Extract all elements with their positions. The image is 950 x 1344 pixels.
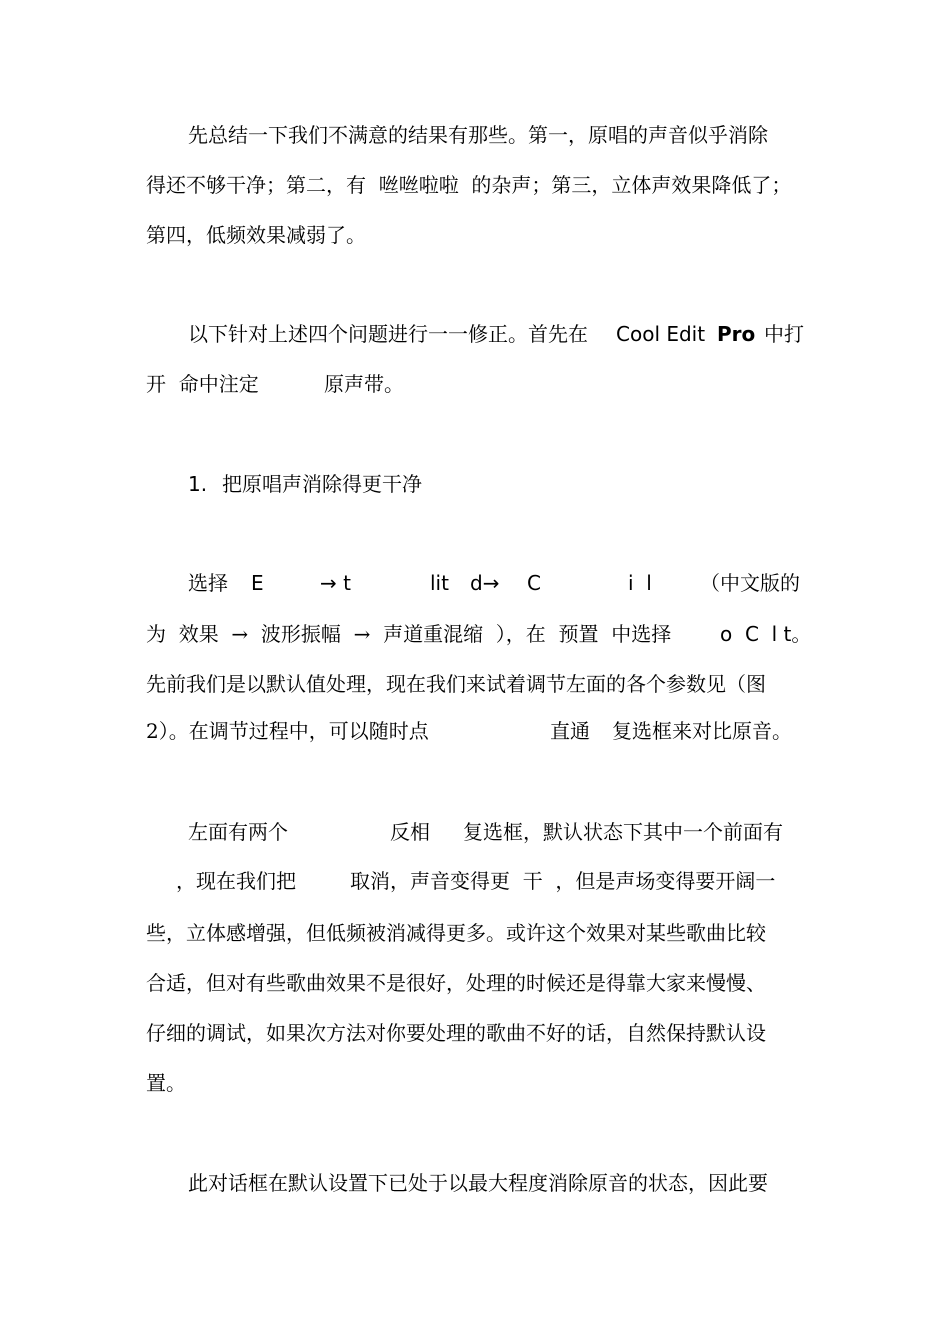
text: 直通 bbox=[550, 719, 590, 743]
text: （中文版的 bbox=[700, 571, 800, 595]
menu-fragment: C bbox=[527, 571, 541, 595]
text: 得还不够干净；第二，有 咝咝啦啦 的杂声；第三，立体声效果降低了； bbox=[146, 173, 792, 197]
paragraph-1-line-3 bbox=[0, 218, 950, 252]
preset-fragment: o C l t。 bbox=[720, 622, 812, 646]
text: 合适，但对有些歌曲效果不是很好，处理的时候还是得靠大家来慢慢、 bbox=[146, 971, 766, 995]
text: 些，立体感增强，但低频被消减得更多。或许这个效果对某些歌曲比较 bbox=[146, 921, 766, 945]
paragraph-4-line-1 bbox=[0, 815, 950, 849]
text: ，现在我们把 bbox=[176, 869, 296, 893]
paragraph-5-line-1 bbox=[0, 1166, 950, 1200]
text: 此对话框在默认设置下已处于以最大程度消除原音的状态，因此要 bbox=[188, 1171, 768, 1195]
paragraph-2-line-2 bbox=[0, 367, 950, 401]
text: 选择 bbox=[188, 571, 228, 595]
paragraph-3-line-1 bbox=[0, 566, 950, 600]
menu-fragment: → t bbox=[320, 571, 351, 595]
text: 开 命中注定 bbox=[146, 372, 259, 396]
paragraph-3-line-4 bbox=[0, 714, 950, 748]
section-heading bbox=[0, 467, 950, 501]
text: 复选框，默认状态下其中一个前面有 bbox=[463, 820, 783, 844]
text: 先前我们是以默认值处理，现在我们来试着调节左面的各个参数见（图 bbox=[146, 672, 766, 696]
text: 2）。在调节过程中，可以随时点 bbox=[146, 719, 429, 743]
paragraph-4-line-4 bbox=[0, 966, 950, 1000]
app-name-bold: Pro bbox=[717, 322, 756, 346]
paragraph-4-line-3 bbox=[0, 916, 950, 950]
paragraph-1-line-1 bbox=[0, 118, 950, 152]
paragraph-4-line-2 bbox=[0, 864, 950, 898]
paragraph-3-line-3 bbox=[0, 667, 950, 701]
menu-fragment: lit bbox=[430, 571, 449, 595]
text: 第四，低频效果减弱了。 bbox=[146, 223, 366, 247]
text: 原声带。 bbox=[324, 372, 404, 396]
text: 以下针对上述四个问题进行一一修正。首先在 bbox=[188, 322, 588, 346]
paragraph-3-line-2 bbox=[0, 617, 950, 651]
text: 先总结一下我们不满意的结果有那些。第一，原唱的声音似乎消除 bbox=[188, 123, 768, 147]
text: 取消，声音变得更 干 ，但是声场变得要开阔一 bbox=[350, 869, 776, 893]
text: 中打 bbox=[764, 322, 804, 346]
paragraph-2-line-1 bbox=[0, 317, 950, 351]
heading-number: 1. bbox=[188, 472, 208, 496]
heading-title: 把原唱声消除得更干净 bbox=[222, 472, 422, 496]
text: 仔细的调试，如果次方法对你要处理的歌曲不好的话，自然保持默认设 bbox=[146, 1021, 766, 1045]
paragraph-1-line-2 bbox=[0, 168, 950, 202]
menu-fragment: i l bbox=[628, 571, 652, 595]
app-name: Cool Edit bbox=[616, 322, 706, 346]
text: 左面有两个 bbox=[188, 820, 288, 844]
text: 复选框来对比原音。 bbox=[612, 719, 792, 743]
menu-fragment: d→ bbox=[470, 571, 500, 595]
paragraph-4-line-5 bbox=[0, 1016, 950, 1050]
paragraph-4-line-6 bbox=[0, 1066, 950, 1100]
text: 置。 bbox=[146, 1071, 186, 1095]
text: 反相 bbox=[390, 820, 430, 844]
text: 为 效果 → 波形振幅 → 声道重混缩 ），在 预置 中选择 bbox=[146, 622, 672, 646]
menu-fragment: E bbox=[251, 571, 264, 595]
